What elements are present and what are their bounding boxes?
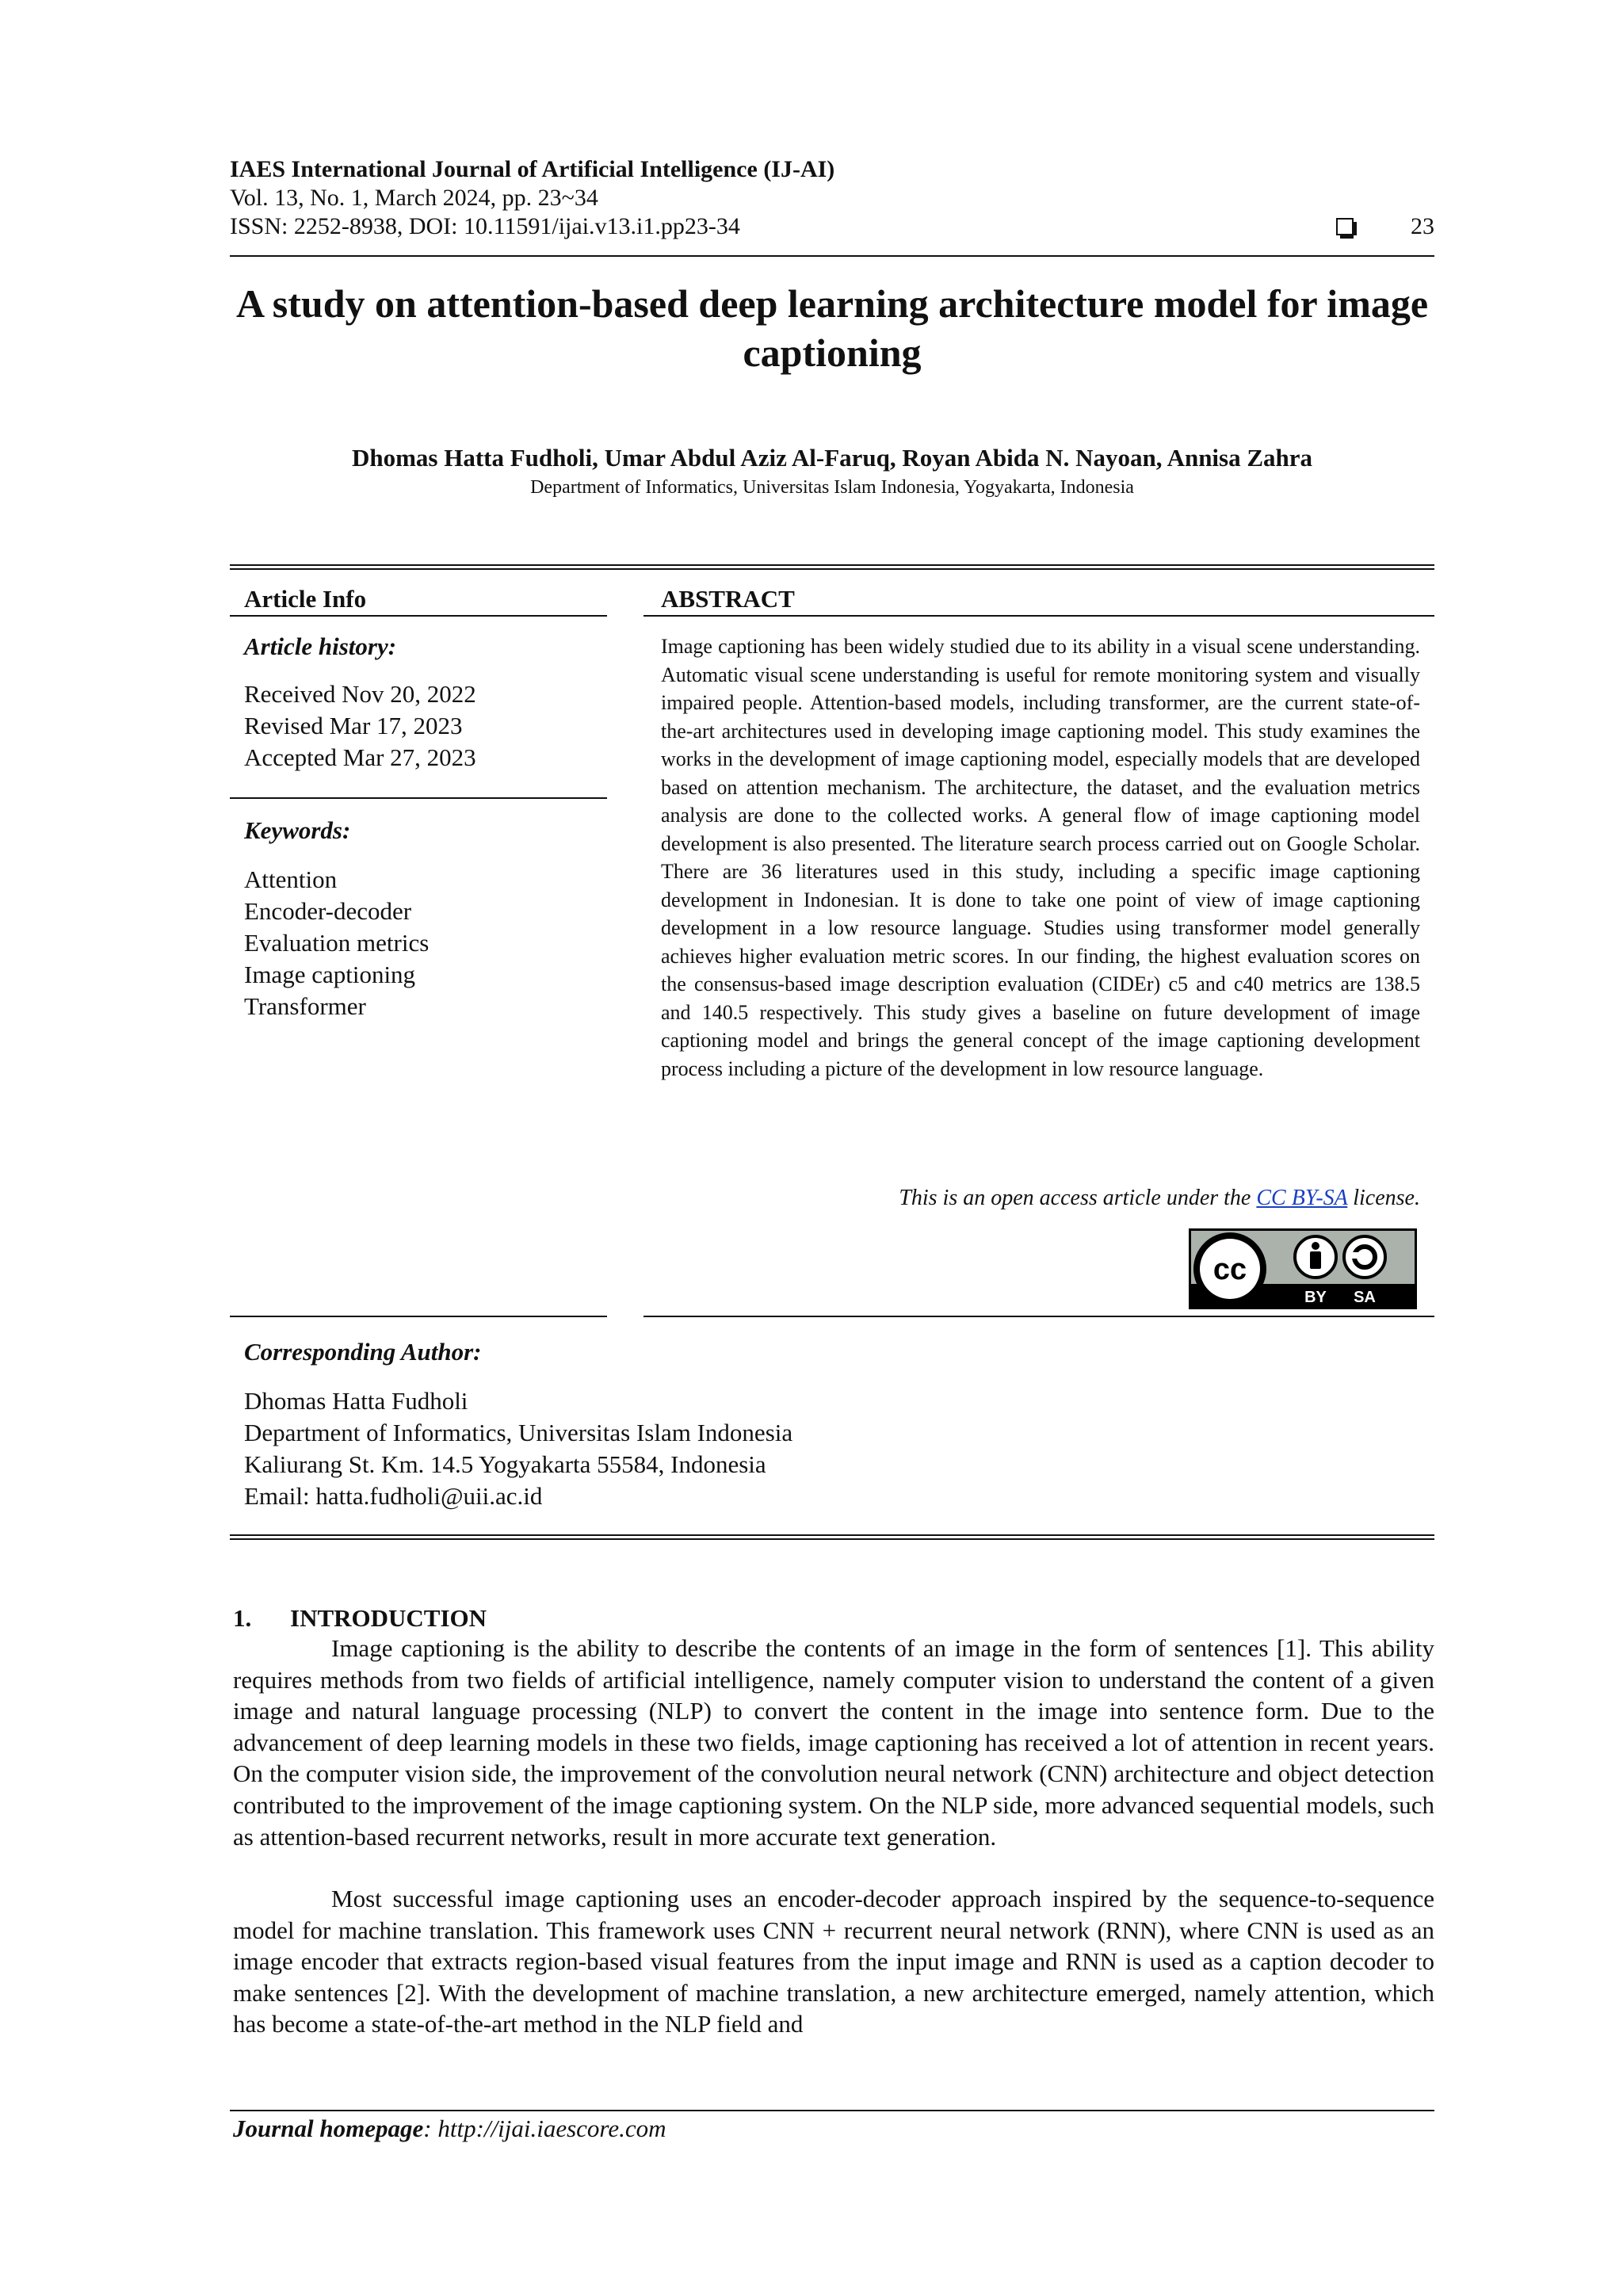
keyword-item: Encoder-decoder [244, 897, 412, 925]
intro-paragraph-1: Image captioning is the ability to describe the contents of an image in the form of sentences [1]. This ability requires methods from two fields of artificial intelligence, namely computer vision to understand the content of a given image and natural language processing (NLP) to convert the content in the image into sentence form. Due to the advancement of deep learning models in these two fields, image captioning has received a lot of attention in recent years. On the computer vision side, the improvement of the convolution neural network (CNN) architecture and object detection contributed to the improvement of the image captioning system. On the NLP side, more advanced sequential models, such as attention-based recurrent networks, result in more accurate text generation. [233, 1634, 1434, 1851]
intro-paragraph-2: Most successful image captioning uses an encoder-decoder approach inspired by the sequence-to-sequence model for machine translation. This framework uses CNN + recurrent neural network (RNN), where CNN is used as an image encoder that extracts region-based visual features from the input image and RNN is used as a caption decoder to make sentences [2]. With the development of machine translation, a new architecture emerged, namely attention, which has become a state-of-the-art method in the NLP field and [233, 1885, 1434, 2038]
issn-row [230, 212, 1434, 241]
corresponding-email: Email: hatta.fudholi@uii.ac.id [244, 1482, 543, 1510]
author-list: Dhomas Hatta Fudholi, Umar Abdul Aziz Al-Faruq, Royan Abida N. Nayoan, Annisa Zahra [351, 444, 1313, 472]
abstract-rule [643, 615, 1434, 617]
section-heading [233, 1604, 487, 1633]
homepage-url[interactable]: : http://ijai.iaescore.com [423, 2115, 666, 2142]
affiliation: Department of Informatics, Universitas Islam Indonesia, Yogyakarta, Indonesia [530, 477, 1134, 498]
article-info-heading: Article Info [244, 585, 367, 613]
revised-date: Revised Mar 17, 2023 [244, 712, 463, 739]
by-label: BY [1304, 1289, 1327, 1306]
journal-homepage [233, 2115, 666, 2143]
sa-icon [1344, 1236, 1385, 1278]
cc-by-sa-link[interactable]: CC BY-SA [1256, 1186, 1348, 1210]
corresponding-dept: Department of Informatics, Universitas Islam Indonesia [244, 1419, 793, 1446]
info-bottom-double-rule [230, 1534, 1434, 1540]
page-number: 23 [1411, 213, 1434, 239]
received-date: Received Nov 20, 2022 [244, 680, 476, 708]
keywords-end-rule [230, 1316, 607, 1317]
box-icon [1336, 218, 1354, 235]
corresponding-name: Dhomas Hatta Fudholi [244, 1387, 468, 1415]
sa-label: SA [1354, 1289, 1376, 1306]
keyword-item: Attention [244, 865, 338, 893]
license-line [661, 1186, 1420, 1211]
license-suffix: license. [1347, 1186, 1420, 1210]
abstract-text: Image captioning has been widely studied due to its ability in a visual scene understanding. Automatic visual scene understanding is useful for remote monitoring system and visually impaired people. Attention-based models, including transformer, are the current state-of-the-art architectures used in developing image captioning model. This study examines the works in the development of image captioning model, especially models that are developed based on attention mechanism. The architecture, the dataset, and the evaluation metrics analysis are done to the collected works. A general flow of image captioning model development is also presented. The literature search process carried out on Google Scholar. There are 36 literatures used in this study, including a specific image captioning development in Indonesian. It is done to take one point of view of image captioning development in a low resource language. Studies using transformer model generally achieves higher evaluation metric scores. In our finding, the highest evaluation scores on the consensus-based image description evaluation (CIDEr) c5 and c40 metrics are 138.5 and 140.5 respectively. This study gives a baseline on future development of image captioning model and brings the general concept of the image captioning development process including a picture of the development in low resource language. [661, 635, 1420, 1080]
homepage-label: Journal homepage [233, 2115, 424, 2142]
corresponding-address: Kaliurang St. Km. 14.5 Yogyakarta 55584, Indonesia [244, 1450, 766, 1478]
journal-name: IAES International Journal of Artificial Intelligence (IJ-AI) [230, 156, 835, 182]
footer-rule [230, 2110, 1434, 2111]
section-number: 1. [233, 1604, 252, 1632]
cc-by-sa-badge[interactable] [1189, 1228, 1417, 1309]
journal-header [230, 155, 1434, 241]
header-rule [230, 255, 1434, 257]
keywords-label: Keywords: [244, 816, 351, 844]
corresponding-block [244, 1385, 1417, 1512]
info-top-double-rule [230, 564, 1434, 570]
volume-line: Vol. 13, No. 1, March 2024, pp. 23~34 [230, 185, 598, 211]
article-history [244, 678, 476, 774]
license-prefix: This is an open access article under the [899, 1186, 1257, 1210]
abstract-end-rule [643, 1316, 1434, 1317]
keyword-list [244, 864, 429, 1022]
issn-doi: ISSN: 2252-8938, DOI: 10.11591/ijai.v13.i1.pp23-34 [230, 213, 740, 239]
cc-icon-text: cc [1212, 1253, 1247, 1286]
accepted-date: Accepted Mar 27, 2023 [244, 743, 476, 771]
article-history-label: Article history: [244, 632, 397, 660]
history-rule [230, 797, 607, 799]
paper-title: A study on attention-based deep learning architecture model for image captioning [235, 281, 1429, 375]
article-info-rule [230, 615, 607, 617]
keyword-item: Image captioning [244, 961, 416, 988]
abstract-heading: ABSTRACT [661, 585, 795, 613]
corresponding-label: Corresponding Author: [244, 1338, 482, 1366]
keyword-item: Evaluation metrics [244, 929, 430, 957]
section-title: INTRODUCTION [290, 1604, 487, 1632]
keyword-item: Transformer [244, 992, 366, 1020]
